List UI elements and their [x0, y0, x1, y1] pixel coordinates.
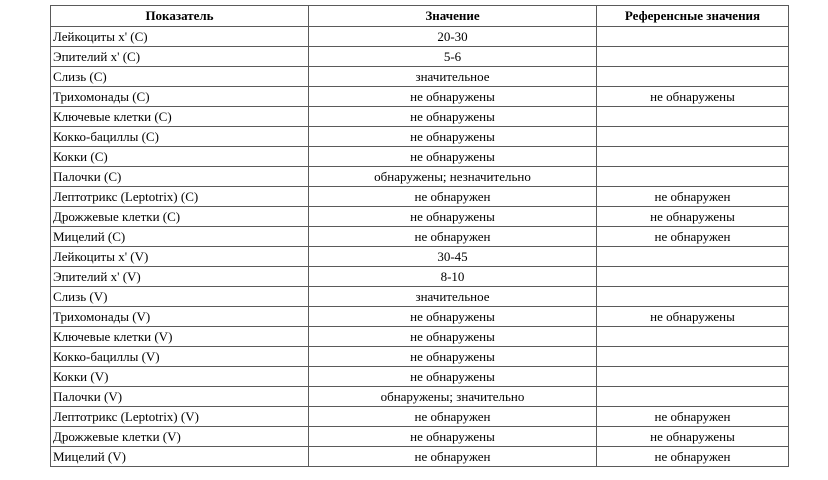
- row-reference-cell: не обнаружены: [597, 427, 789, 447]
- lab-results-table: [50, 5, 789, 467]
- row-reference-cell: не обнаружен: [597, 187, 789, 207]
- row-indicator-cell: Эпителий х' (C): [51, 47, 309, 67]
- row-value-cell: обнаружены; незначительно: [309, 167, 597, 187]
- row-value-cell: не обнаружены: [309, 427, 597, 447]
- table-row: [51, 347, 789, 367]
- row-indicator-cell: Лейкоциты х' (V): [51, 247, 309, 267]
- row-indicator-cell: Слизь (V): [51, 287, 309, 307]
- row-reference-cell: [597, 127, 789, 147]
- row-value-cell: не обнаружен: [309, 407, 597, 427]
- row-indicator-cell: Лептотрикс (Leptotrix) (C): [51, 187, 309, 207]
- table-row: [51, 367, 789, 387]
- row-indicator-cell: Трихомонады (C): [51, 87, 309, 107]
- row-value-cell: не обнаружен: [309, 187, 597, 207]
- row-value-cell: 5-6: [309, 47, 597, 67]
- table-row: [51, 267, 789, 287]
- row-indicator-cell: Палочки (C): [51, 167, 309, 187]
- row-value-cell: не обнаружены: [309, 327, 597, 347]
- row-reference-cell: не обнаружен: [597, 407, 789, 427]
- row-reference-cell: [597, 67, 789, 87]
- row-indicator-cell: Лейкоциты х' (C): [51, 27, 309, 47]
- table-row: [51, 207, 789, 227]
- table-row: [51, 147, 789, 167]
- table-row: [51, 27, 789, 47]
- row-reference-cell: не обнаружены: [597, 307, 789, 327]
- row-value-cell: не обнаружены: [309, 307, 597, 327]
- lab-results-container: [50, 5, 788, 467]
- row-indicator-cell: Эпителий х' (V): [51, 267, 309, 287]
- row-value-cell: не обнаружены: [309, 107, 597, 127]
- row-reference-cell: [597, 167, 789, 187]
- table-row: [51, 227, 789, 247]
- row-reference-cell: [597, 387, 789, 407]
- row-value-cell: значительное: [309, 287, 597, 307]
- header-indicator: Показатель: [51, 6, 309, 27]
- row-indicator-cell: Кокки (C): [51, 147, 309, 167]
- row-reference-cell: [597, 367, 789, 387]
- table-row: [51, 247, 789, 267]
- table-row: [51, 87, 789, 107]
- row-reference-cell: [597, 327, 789, 347]
- row-reference-cell: не обнаружены: [597, 207, 789, 227]
- header-reference: Референсные значения: [597, 6, 789, 27]
- row-value-cell: не обнаружены: [309, 127, 597, 147]
- table-row: [51, 167, 789, 187]
- row-value-cell: обнаружены; значительно: [309, 387, 597, 407]
- row-indicator-cell: Мицелий (V): [51, 447, 309, 467]
- row-reference-cell: [597, 107, 789, 127]
- row-indicator-cell: Трихомонады (V): [51, 307, 309, 327]
- row-value-cell: 30-45: [309, 247, 597, 267]
- table-row: [51, 307, 789, 327]
- table-row: [51, 67, 789, 87]
- table-row: [51, 407, 789, 427]
- row-indicator-cell: Дрожжевые клетки (C): [51, 207, 309, 227]
- table-row: [51, 187, 789, 207]
- row-value-cell: 20-30: [309, 27, 597, 47]
- table-row: [51, 287, 789, 307]
- table-header-row: [51, 6, 789, 27]
- row-value-cell: 8-10: [309, 267, 597, 287]
- row-indicator-cell: Дрожжевые клетки (V): [51, 427, 309, 447]
- row-indicator-cell: Кокки (V): [51, 367, 309, 387]
- row-reference-cell: [597, 267, 789, 287]
- row-reference-cell: [597, 147, 789, 167]
- row-indicator-cell: Ключевые клетки (V): [51, 327, 309, 347]
- row-reference-cell: не обнаружен: [597, 227, 789, 247]
- table-row: [51, 427, 789, 447]
- row-indicator-cell: Кокко-бациллы (C): [51, 127, 309, 147]
- row-value-cell: не обнаружены: [309, 87, 597, 107]
- row-reference-cell: [597, 47, 789, 67]
- row-value-cell: не обнаружен: [309, 447, 597, 467]
- table-row: [51, 127, 789, 147]
- row-value-cell: не обнаружены: [309, 347, 597, 367]
- table-row: [51, 447, 789, 467]
- header-value: Значение: [309, 6, 597, 27]
- row-value-cell: не обнаружены: [309, 367, 597, 387]
- row-value-cell: не обнаружен: [309, 227, 597, 247]
- row-indicator-cell: Палочки (V): [51, 387, 309, 407]
- row-reference-cell: [597, 347, 789, 367]
- table-row: [51, 107, 789, 127]
- row-reference-cell: не обнаружены: [597, 87, 789, 107]
- table-row: [51, 387, 789, 407]
- row-indicator-cell: Ключевые клетки (C): [51, 107, 309, 127]
- row-indicator-cell: Лептотрикс (Leptotrix) (V): [51, 407, 309, 427]
- row-value-cell: не обнаружены: [309, 147, 597, 167]
- table-row: [51, 327, 789, 347]
- row-reference-cell: [597, 27, 789, 47]
- row-indicator-cell: Кокко-бациллы (V): [51, 347, 309, 367]
- table-body: [51, 27, 789, 467]
- row-reference-cell: [597, 287, 789, 307]
- row-reference-cell: не обнаружен: [597, 447, 789, 467]
- row-reference-cell: [597, 247, 789, 267]
- table-row: [51, 47, 789, 67]
- row-indicator-cell: Слизь (C): [51, 67, 309, 87]
- row-value-cell: не обнаружены: [309, 207, 597, 227]
- row-value-cell: значительное: [309, 67, 597, 87]
- row-indicator-cell: Мицелий (C): [51, 227, 309, 247]
